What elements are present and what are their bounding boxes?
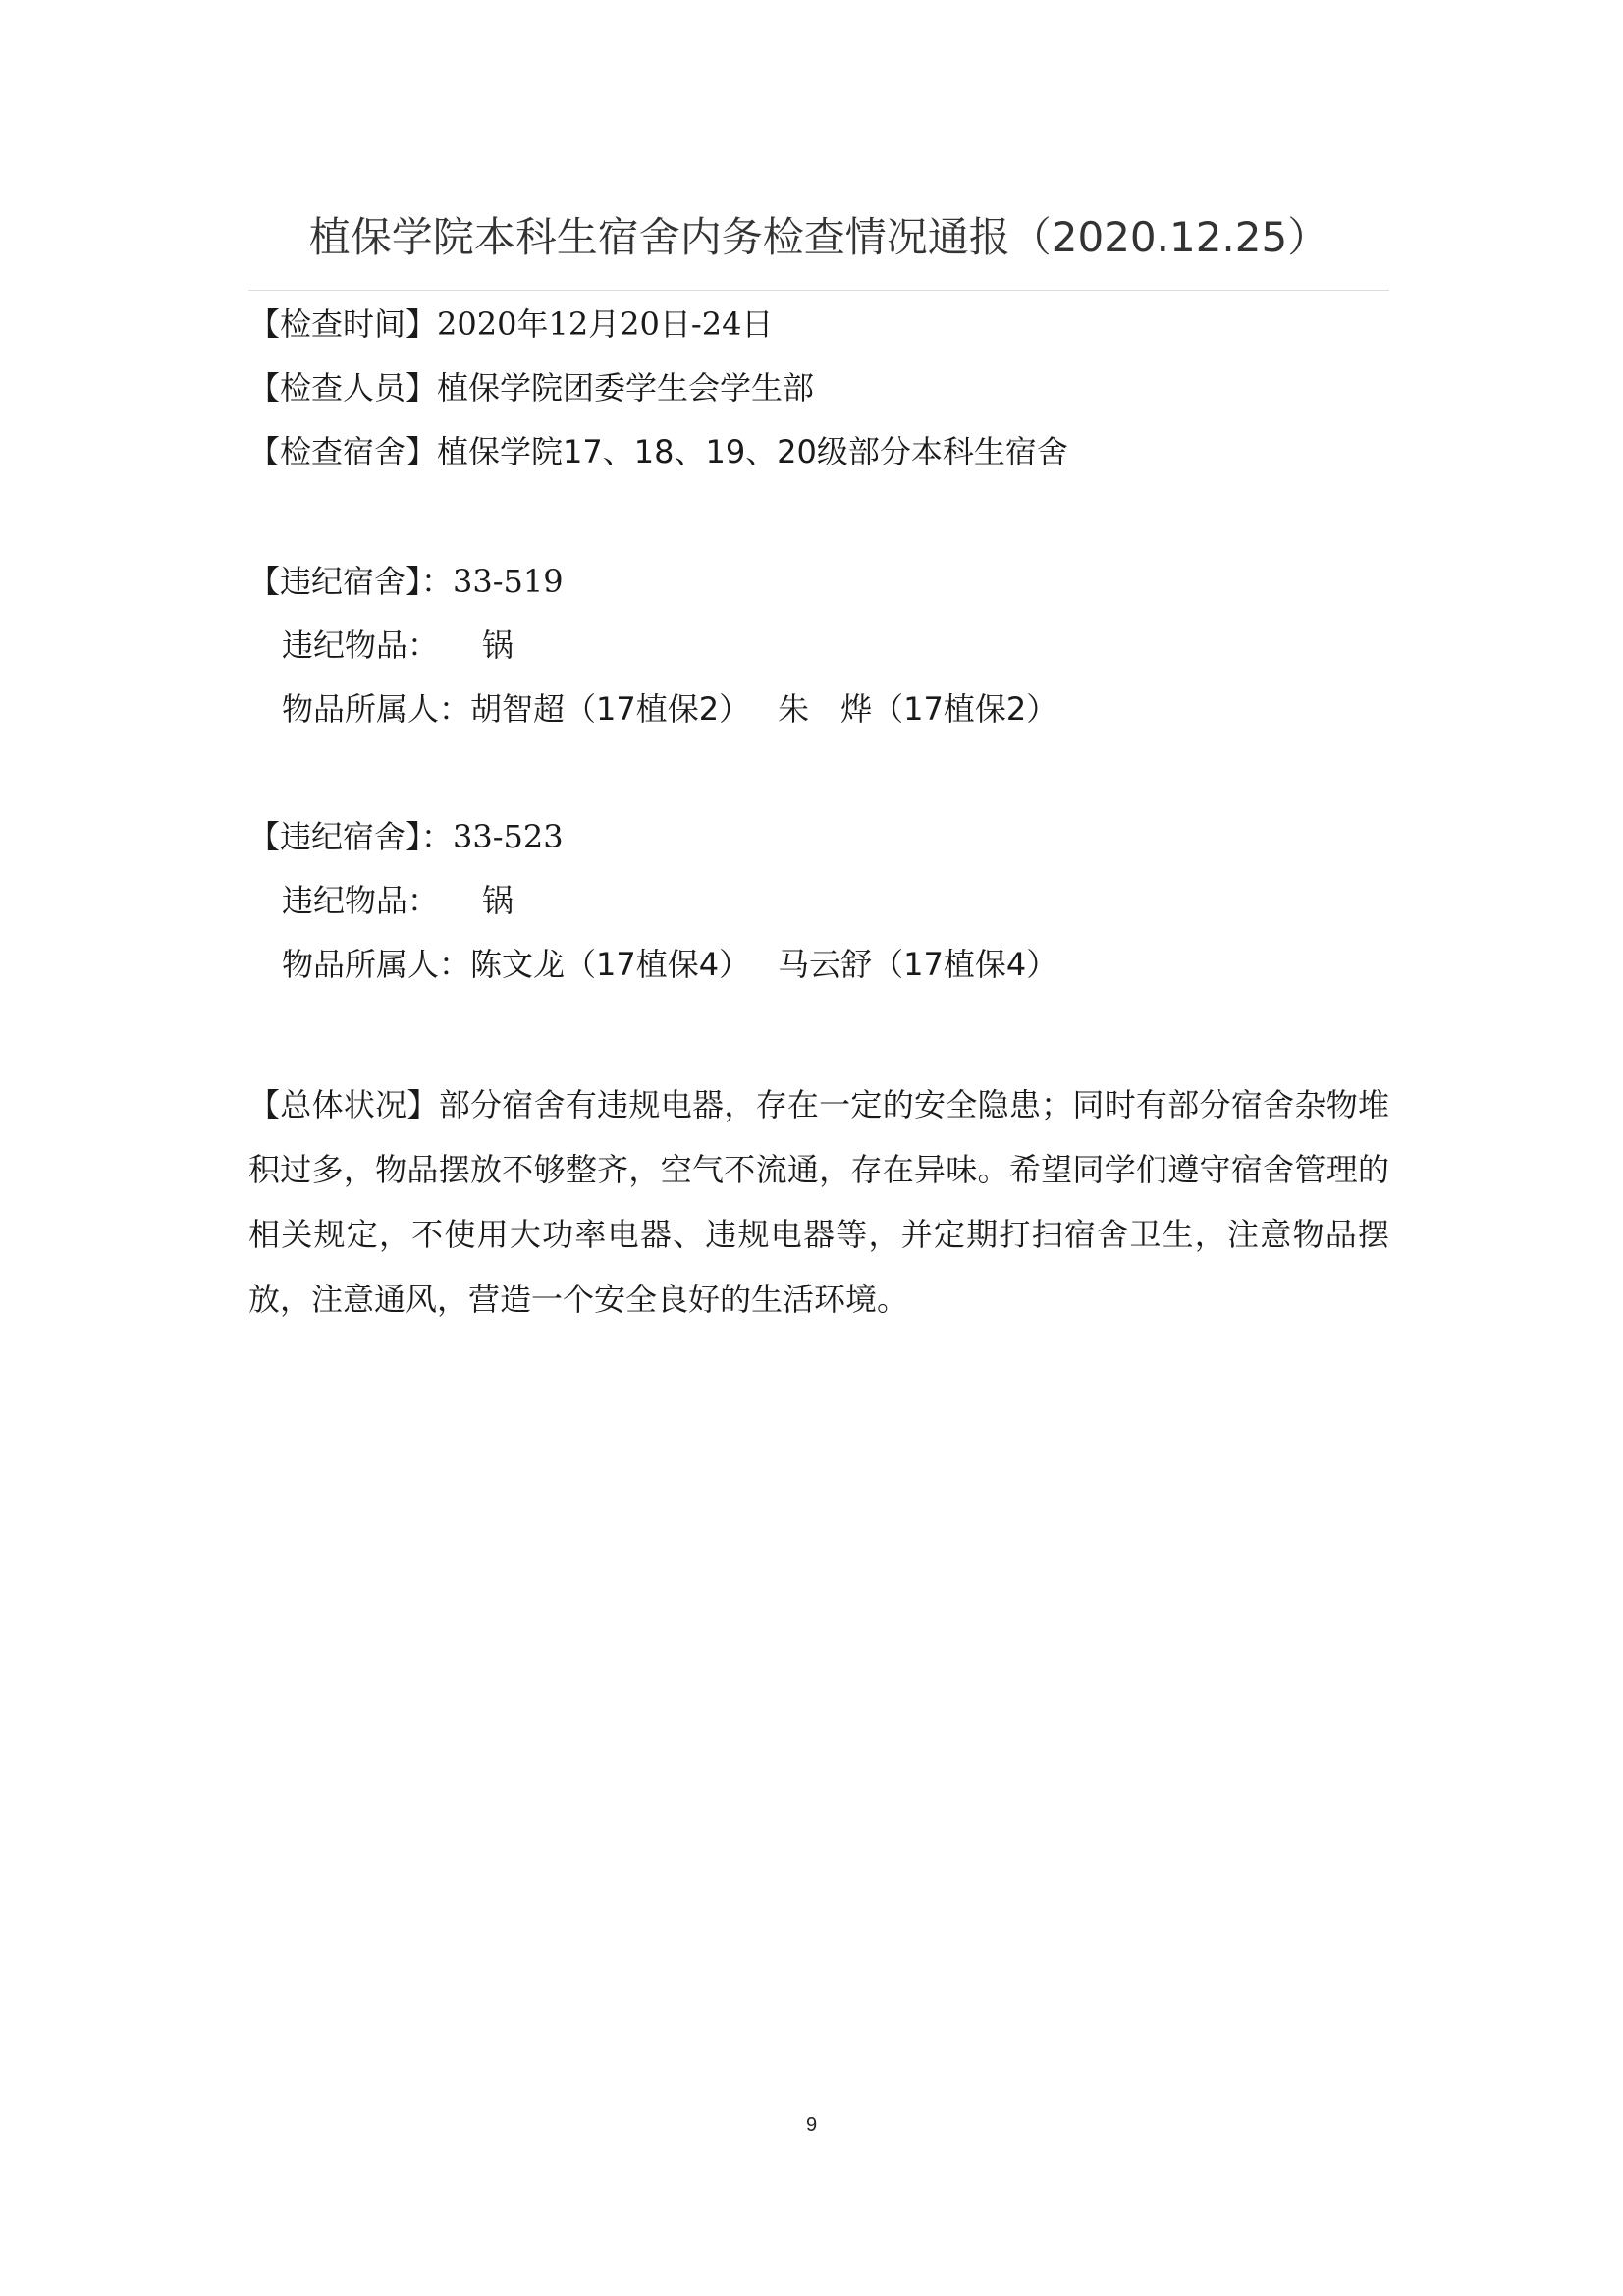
info-dormitories — [248, 430, 1068, 473]
violation-room-label: 【违纪宿舍】 — [248, 563, 422, 600]
violation-item-label: 违纪物品： — [282, 882, 440, 919]
summary-text: 部分宿舍有违规电器，存在一定的安全隐患；同时有部分宿舍杂物堆积过多，物品摆放不够整齐，空气不流通，存在异味。希望同学们遵守宿舍管理的相关规定，不使用大功率电器、违规电器等，并定期打扫宿舍卫生，注意物品摆放，注意通风，营造一个安全良好的生活环境。 — [248, 1086, 1389, 1318]
info-value: 植保学院团委学生会学生部 — [437, 369, 815, 407]
info-label: 【检查人员】 — [248, 369, 438, 407]
info-inspection-time — [248, 302, 773, 346]
summary-paragraph — [248, 1072, 1389, 1332]
page-title: 植保学院本科生宿舍内务检查情况通报（2020.12.25） — [308, 213, 1329, 261]
violation-room-number: ：33-523 — [421, 818, 564, 855]
violation-room-number: ：33-519 — [421, 563, 564, 600]
info-label: 【检查时间】 — [248, 305, 438, 343]
violation-owner: 朱 烨（17植保2） — [778, 690, 1058, 728]
info-value: 2020年12月20日-24日 — [437, 305, 774, 343]
info-inspectors — [248, 366, 814, 410]
violation-item — [282, 624, 514, 667]
violation-owner-label: 物品所属人： — [282, 690, 471, 728]
violation-owner: 陈文龙（17植保4） — [470, 946, 751, 983]
violation-item — [282, 879, 514, 922]
violation-room — [248, 560, 564, 603]
violation-owner-label: 物品所属人： — [282, 946, 471, 983]
violation-owner: 马云舒（17植保4） — [778, 946, 1058, 983]
title-divider — [248, 290, 1389, 291]
info-label: 【检查宿舍】 — [248, 433, 438, 470]
violation-room — [248, 815, 564, 858]
violation-item-label: 违纪物品： — [282, 627, 440, 664]
violation-room-label: 【违纪宿舍】 — [248, 818, 422, 855]
violation-owners — [282, 687, 1057, 731]
violation-owner: 胡智超（17植保2） — [470, 690, 751, 728]
violation-owners — [282, 943, 1057, 986]
info-value: 植保学院17、18、19、20级部分本科生宿舍 — [437, 433, 1068, 470]
violation-item-value: 锅 — [482, 627, 514, 664]
page-number: 9 — [805, 2114, 818, 2136]
violation-item-value: 锅 — [482, 882, 514, 919]
summary-label: 【总体状况】 — [248, 1086, 439, 1123]
